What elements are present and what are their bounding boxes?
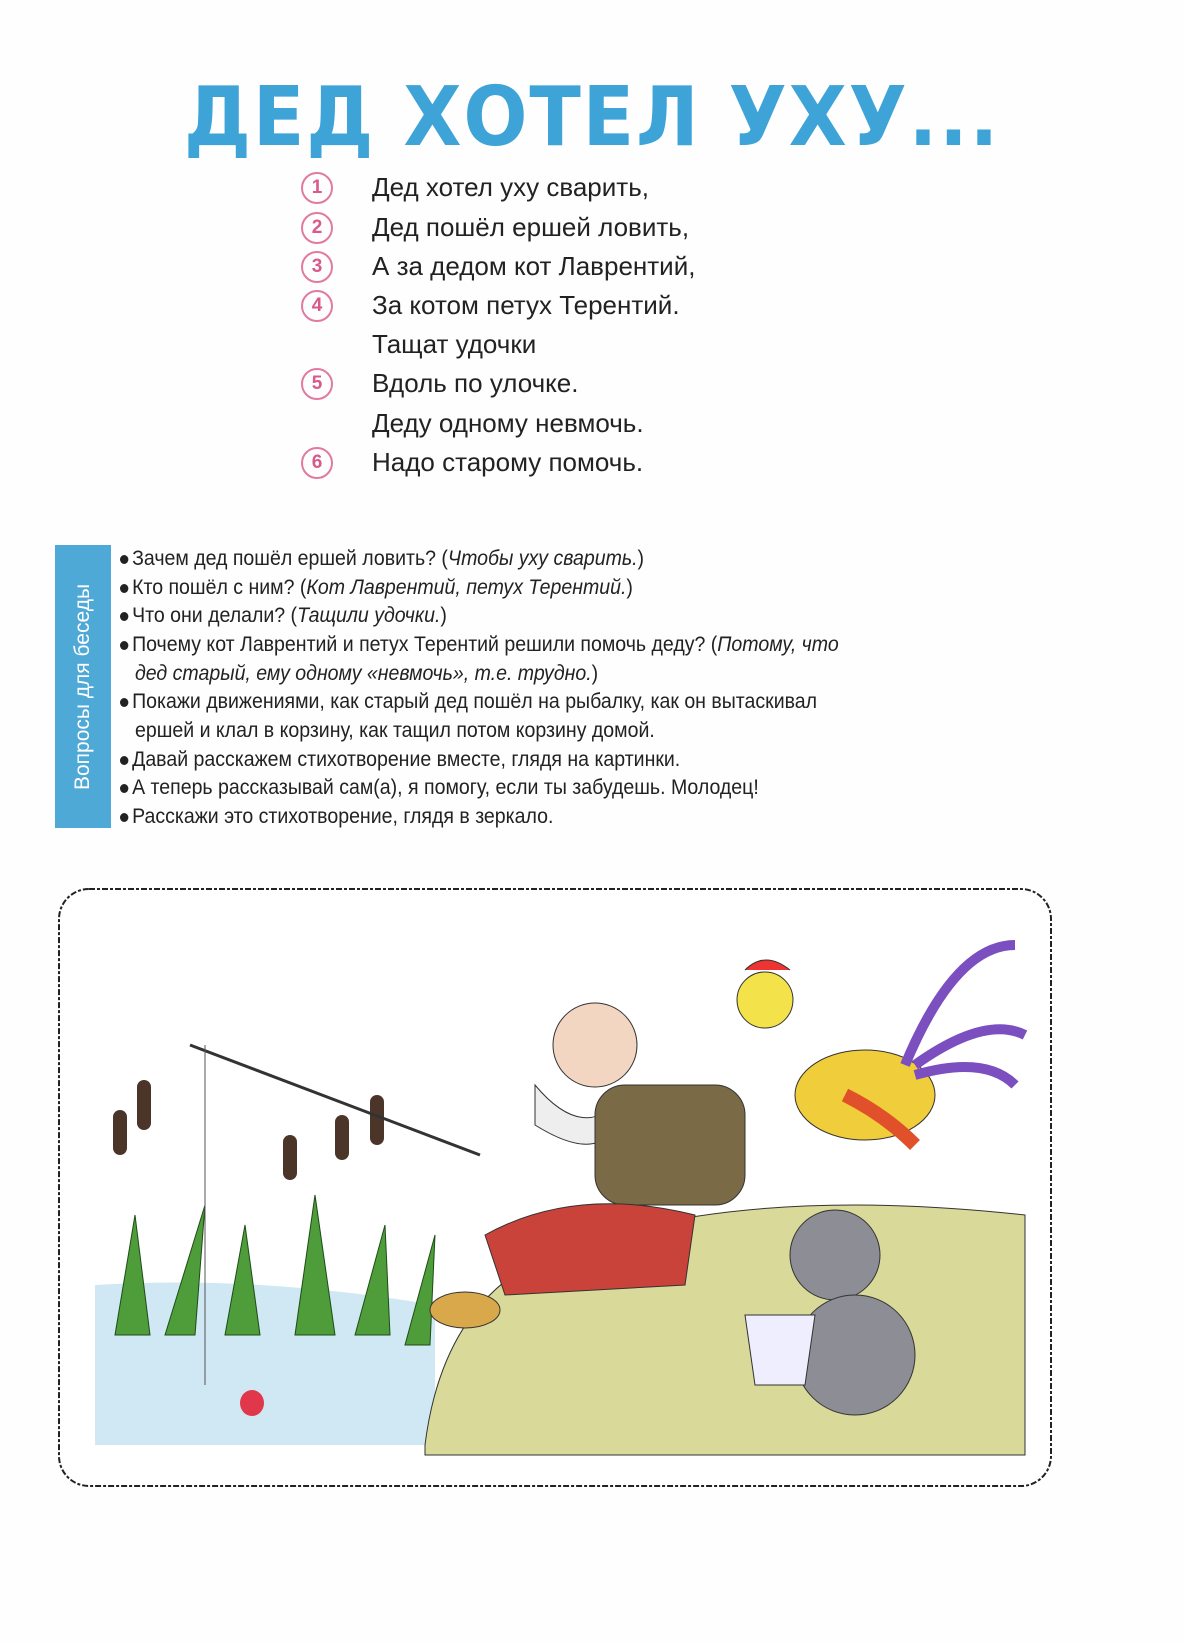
line-number-badge: 5 — [301, 368, 333, 400]
question-item — [120, 576, 633, 600]
question-item — [120, 776, 759, 800]
bullet-icon — [120, 756, 128, 765]
answer-text: дед старый, ему одному «невмочь», т.е. трудно. — [135, 662, 592, 685]
bullet-icon — [120, 698, 128, 707]
bullet-icon — [120, 813, 128, 822]
poem-line: За котом петух Терентий. — [372, 290, 680, 320]
line-number-badge: 3 — [301, 251, 333, 283]
poem-line: Деду одному невмочь. — [372, 408, 644, 438]
bucket — [745, 1315, 815, 1385]
question-item — [120, 690, 817, 714]
answer-text: Тащили удочки. — [297, 604, 441, 627]
poem-line: Тащат удочки — [372, 329, 537, 359]
page-title: ДЕД ХОТЕЛ УХУ... — [183, 70, 1001, 165]
question-text: Зачем дед пошёл ершей ловить? ( — [132, 547, 448, 570]
question-text: А теперь рассказывай сам(а), я помогу, если ты забудешь. Молодец! — [132, 776, 759, 799]
line-number-badge: 1 — [301, 172, 333, 204]
poem-line: Надо старому помочь. — [372, 447, 644, 477]
question-item — [120, 604, 447, 628]
question-text: Что они делали? ( — [132, 604, 298, 627]
question-item — [120, 748, 680, 772]
question-text: Покажи движениями, как старый дед пошёл на рыбалку, как он вытаскивал — [132, 690, 818, 713]
poem-line: А за дедом кот Лаврентий, — [372, 251, 696, 281]
line-number-badge: 2 — [301, 212, 333, 244]
paren: ) — [440, 604, 447, 627]
answer-text: Чтобы уху сварить. — [447, 547, 638, 570]
sidebar-label: Вопросы для беседы — [71, 583, 94, 790]
line-number-badge: 4 — [301, 290, 333, 322]
line-number-badge: 6 — [301, 447, 333, 479]
paren: ) — [626, 576, 633, 599]
question-continuation: ершей и клал в корзину, как тащил потом корзину домой. — [135, 719, 655, 742]
bullet-icon — [120, 584, 128, 593]
poem-line: Дед пошёл ершей ловить, — [372, 212, 690, 242]
bullet-icon — [120, 784, 128, 793]
answer-text: Потому, что — [717, 633, 839, 656]
question-continuation — [135, 662, 598, 686]
bullet-icon — [120, 555, 128, 564]
question-text: Расскажи это стихотворение, глядя в зеркало. — [132, 805, 554, 828]
question-item — [120, 633, 839, 657]
fishing-illustration — [55, 885, 1055, 1490]
float — [240, 1390, 264, 1416]
question-item — [120, 805, 553, 829]
sidebar-label-bar — [55, 545, 111, 828]
bullet-icon — [120, 612, 128, 621]
answer-text: Кот Лаврентий, петух Терентий. — [306, 576, 627, 599]
question-text: Почему кот Лаврентий и петух Терентий решили помочь деду? ( — [132, 633, 718, 656]
bullet-icon — [120, 641, 128, 650]
paren: ) — [637, 547, 645, 570]
question-item — [120, 547, 644, 571]
poem-line: Дед хотел уху сварить, — [372, 172, 649, 202]
question-text: Давай расскажем стихотворение вместе, глядя на картинки. — [132, 748, 681, 771]
poem-line: Вдоль по улочке. — [372, 368, 579, 398]
paren: ) — [591, 662, 599, 685]
question-text: Кто пошёл с ним? ( — [132, 576, 307, 599]
